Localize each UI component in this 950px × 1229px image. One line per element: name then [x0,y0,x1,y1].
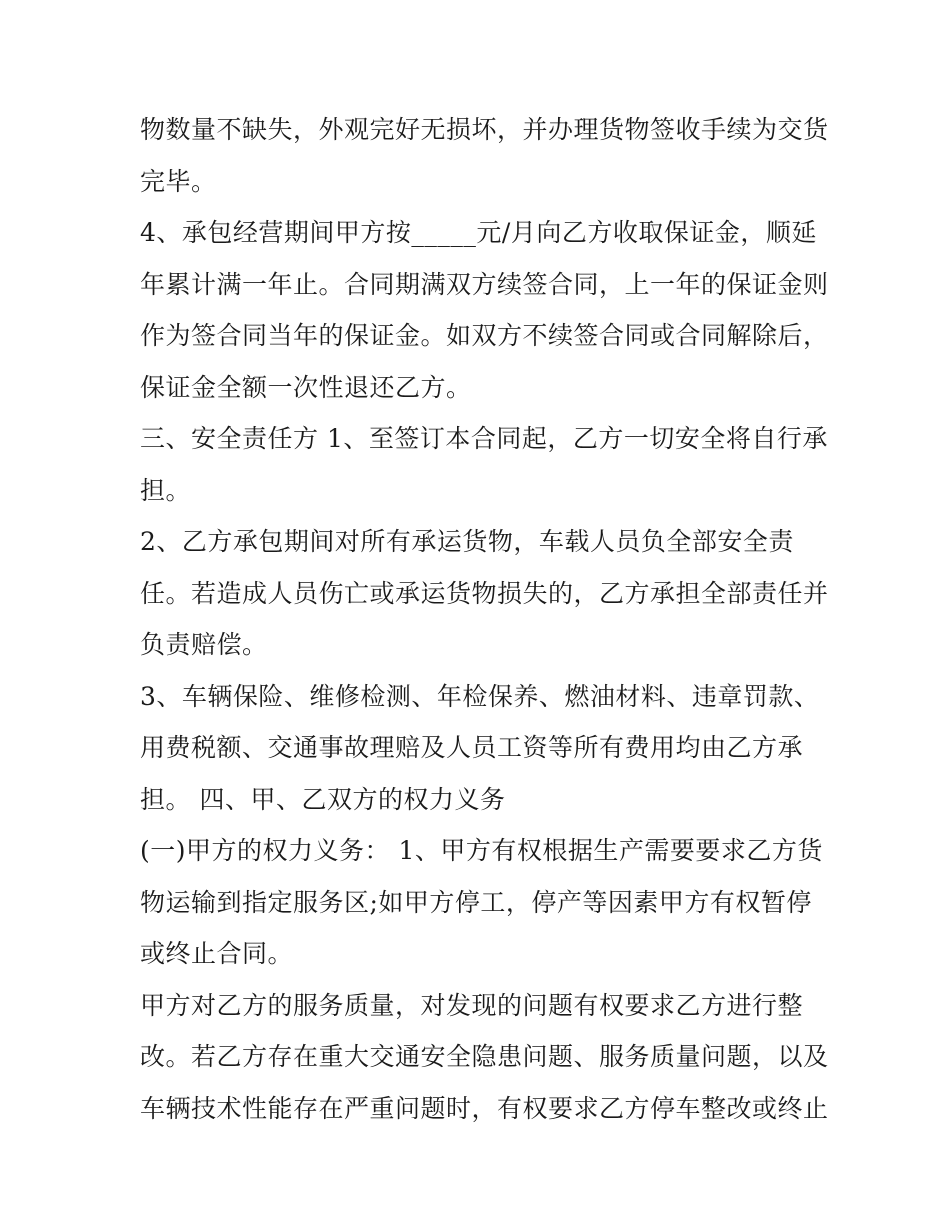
text-line: 用费税额、交通事故理赔及人员工资等所有费用均由乙方承 [140,733,804,762]
text-line: 任。若造成人员伤亡或承运货物损失的，乙方承担全部责任并 [140,578,829,608]
text-line: 保证金全额一次性退还乙方。 [140,372,472,402]
text-line: 2、乙方承包期间对所有承运货物，车载人员负全部安全责 [140,527,794,556]
text-line: 担。 [140,475,192,505]
text-line: 完毕。 [140,166,217,196]
section-heading-line: 担。 四、甲、乙双方的权力义务 [140,784,506,814]
text-line: 负责赔偿。 [140,630,268,659]
text-line: 车辆技术性能存在严重问题时，有权要求乙方停车整改或终止 [140,1093,829,1123]
text-line: 作为签合同当年的保证金。如双方不续签合同或合同解除后， [140,321,829,350]
subsection-heading-line: (一)甲方的权力义务： 1、甲方有权根据生产需要要求乙方货 [140,836,823,865]
document-body [140,104,829,1134]
text-line: 改。若乙方存在重大交通安全隐患问题、服务质量问题，以及 [140,1042,829,1071]
text-line: 年累计满一年止。合同期满双方续签合同，上一年的保证金则 [140,269,829,299]
text-line: 物数量不缺失，外观完好无损坏，并办理货物签收手续为交货 [140,115,829,144]
text-line: 甲方对乙方的服务质量，对发现的问题有权要求乙方进行整 [140,990,804,1020]
text-line: 4、承包经营期间甲方按_____元/月向乙方收取保证金，顺延 [140,218,817,247]
section-heading-line: 三、安全责任方 1、至签订本合同起，乙方一切安全将自行承 [140,424,828,453]
text-line: 物运输到指定服务区;如甲方停工，停产等因素甲方有权暂停 [140,887,812,917]
text-line: 3、车辆保险、维修检测、年检保养、燃油材料、违章罚款、 [140,681,820,711]
text-line: 或终止合同。 [140,939,294,968]
